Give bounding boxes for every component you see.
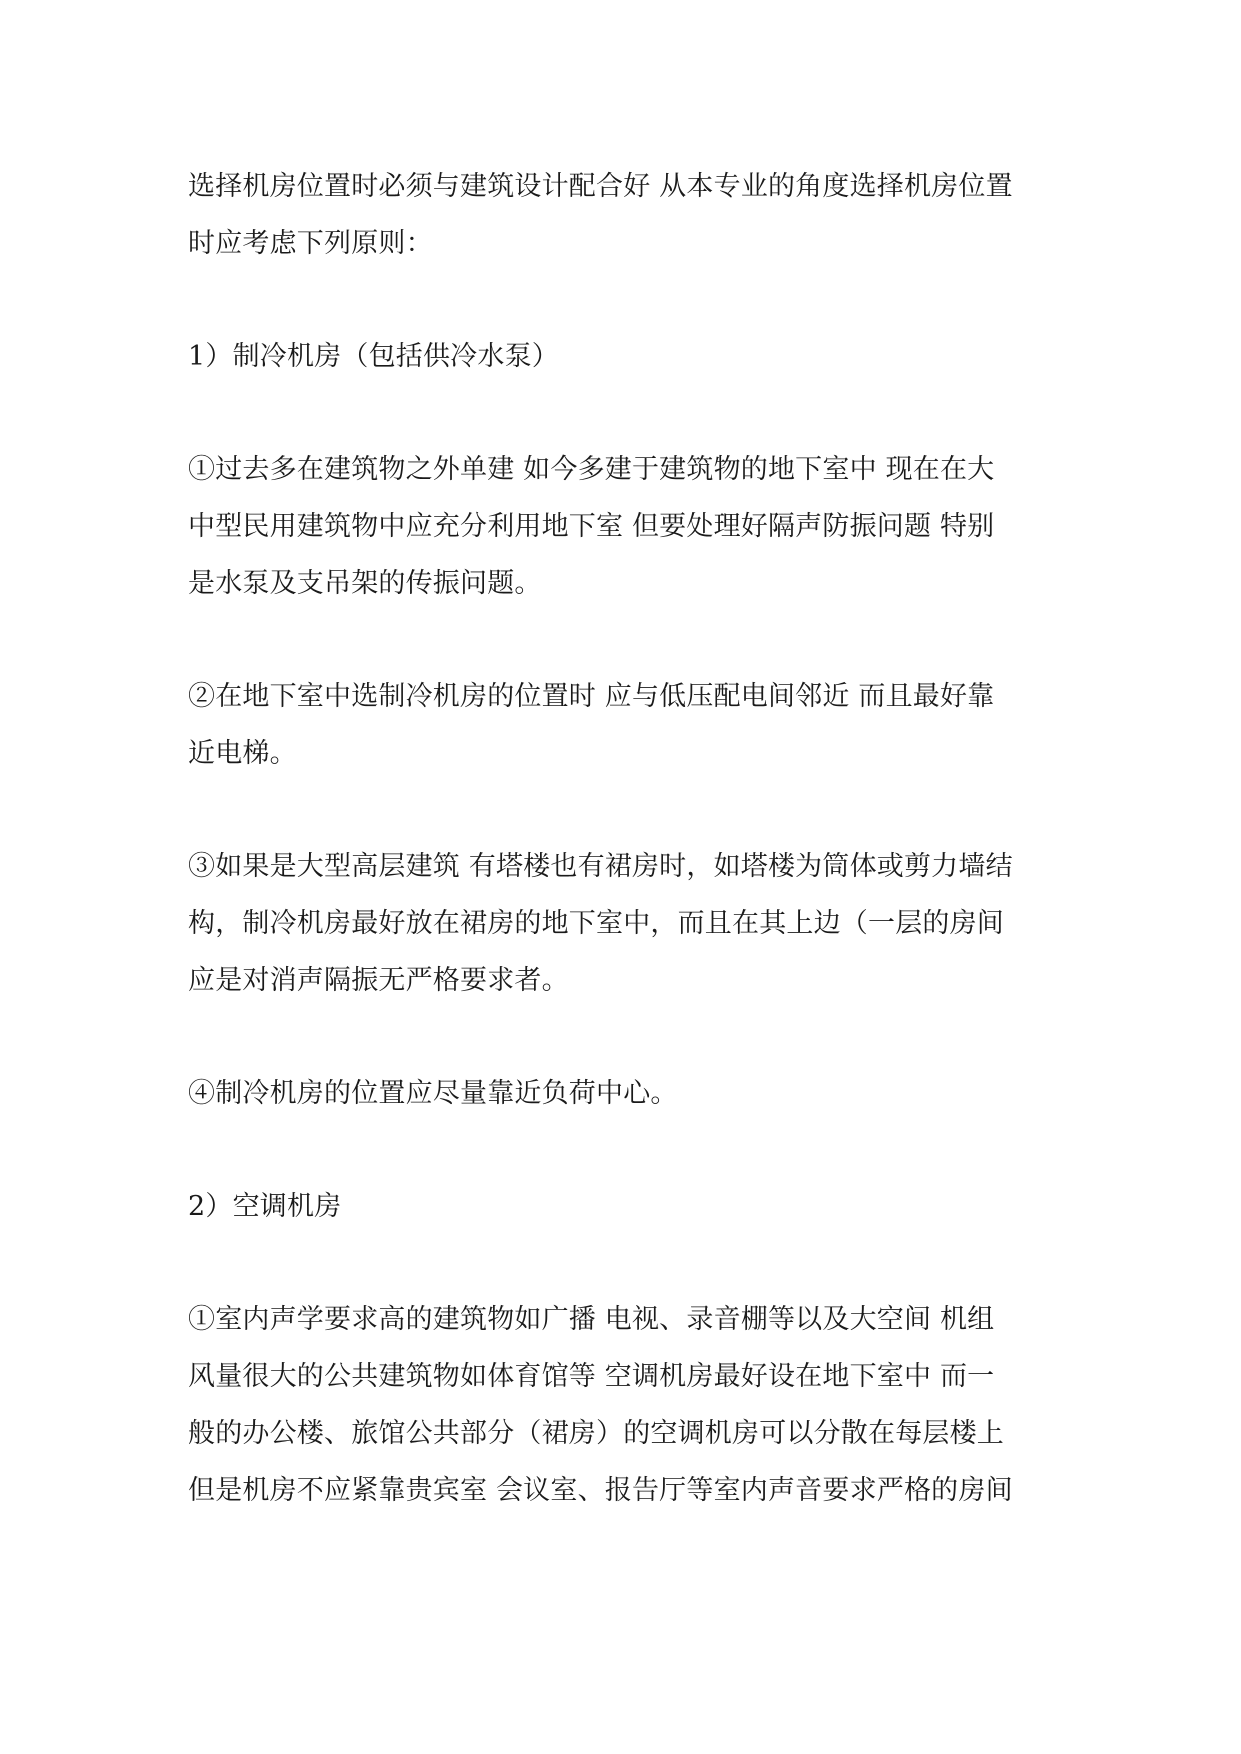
section-heading-chiller-room <box>188 328 1068 385</box>
text-line: 选择机房位置时必须与建筑设计配合好 从本专业的角度选择机房位置 <box>188 171 1013 202</box>
text-line: 应是对消声隔振无严格要求者。 <box>188 965 569 996</box>
text-line: 时应考虑下列原则： <box>188 228 433 259</box>
paragraph-item-3 <box>188 838 1068 1009</box>
text-line: ④制冷机房的位置应尽量靠近负荷中心。 <box>188 1078 678 1109</box>
text-line: 般的办公楼、旅馆公共部分（裙房）的空调机房可以分散在每层楼上 <box>188 1418 1004 1449</box>
text-line: 中型民用建筑物中应充分利用地下室 但要处理好隔声防振问题 特别 <box>188 511 995 542</box>
text-line: ①过去多在建筑物之外单建 如今多建于建筑物的地下室中 现在在大 <box>188 454 995 485</box>
heading-line: 1）制冷机房（包括供冷水泵） <box>188 341 559 372</box>
paragraph-item-4 <box>188 1065 1068 1122</box>
paragraph-item-1 <box>188 441 1068 612</box>
text-line: ③如果是大型高层建筑 有塔楼也有裙房时，如塔楼为筒体或剪力墙结 <box>188 851 1013 882</box>
text-line: 构，制冷机房最好放在裙房的地下室中，而且在其上边（一层的房间 <box>188 908 1004 939</box>
heading-line: 2）空调机房 <box>188 1191 342 1222</box>
text-line: ②在地下室中选制冷机房的位置时 应与低压配电间邻近 而且最好靠 <box>188 681 995 712</box>
text-line: 风量很大的公共建筑物如体育馆等 空调机房最好设在地下室中 而一 <box>188 1361 995 1392</box>
text-line: 但是机房不应紧靠贵宾室 会议室、报告厅等室内声音要求严格的房间 <box>188 1475 1013 1506</box>
paragraph-item-2 <box>188 668 1068 782</box>
paragraph-ac-item-1 <box>188 1291 1068 1519</box>
text-line: 是水泵及支吊架的传振问题。 <box>188 568 542 599</box>
text-line: 近电梯。 <box>188 738 297 769</box>
paragraph-intro <box>188 158 1068 272</box>
document-body <box>188 158 1068 1519</box>
section-heading-ac-room <box>188 1178 1068 1235</box>
text-line: ①室内声学要求高的建筑物如广播 电视、录音棚等以及大空间 机组 <box>188 1304 995 1335</box>
